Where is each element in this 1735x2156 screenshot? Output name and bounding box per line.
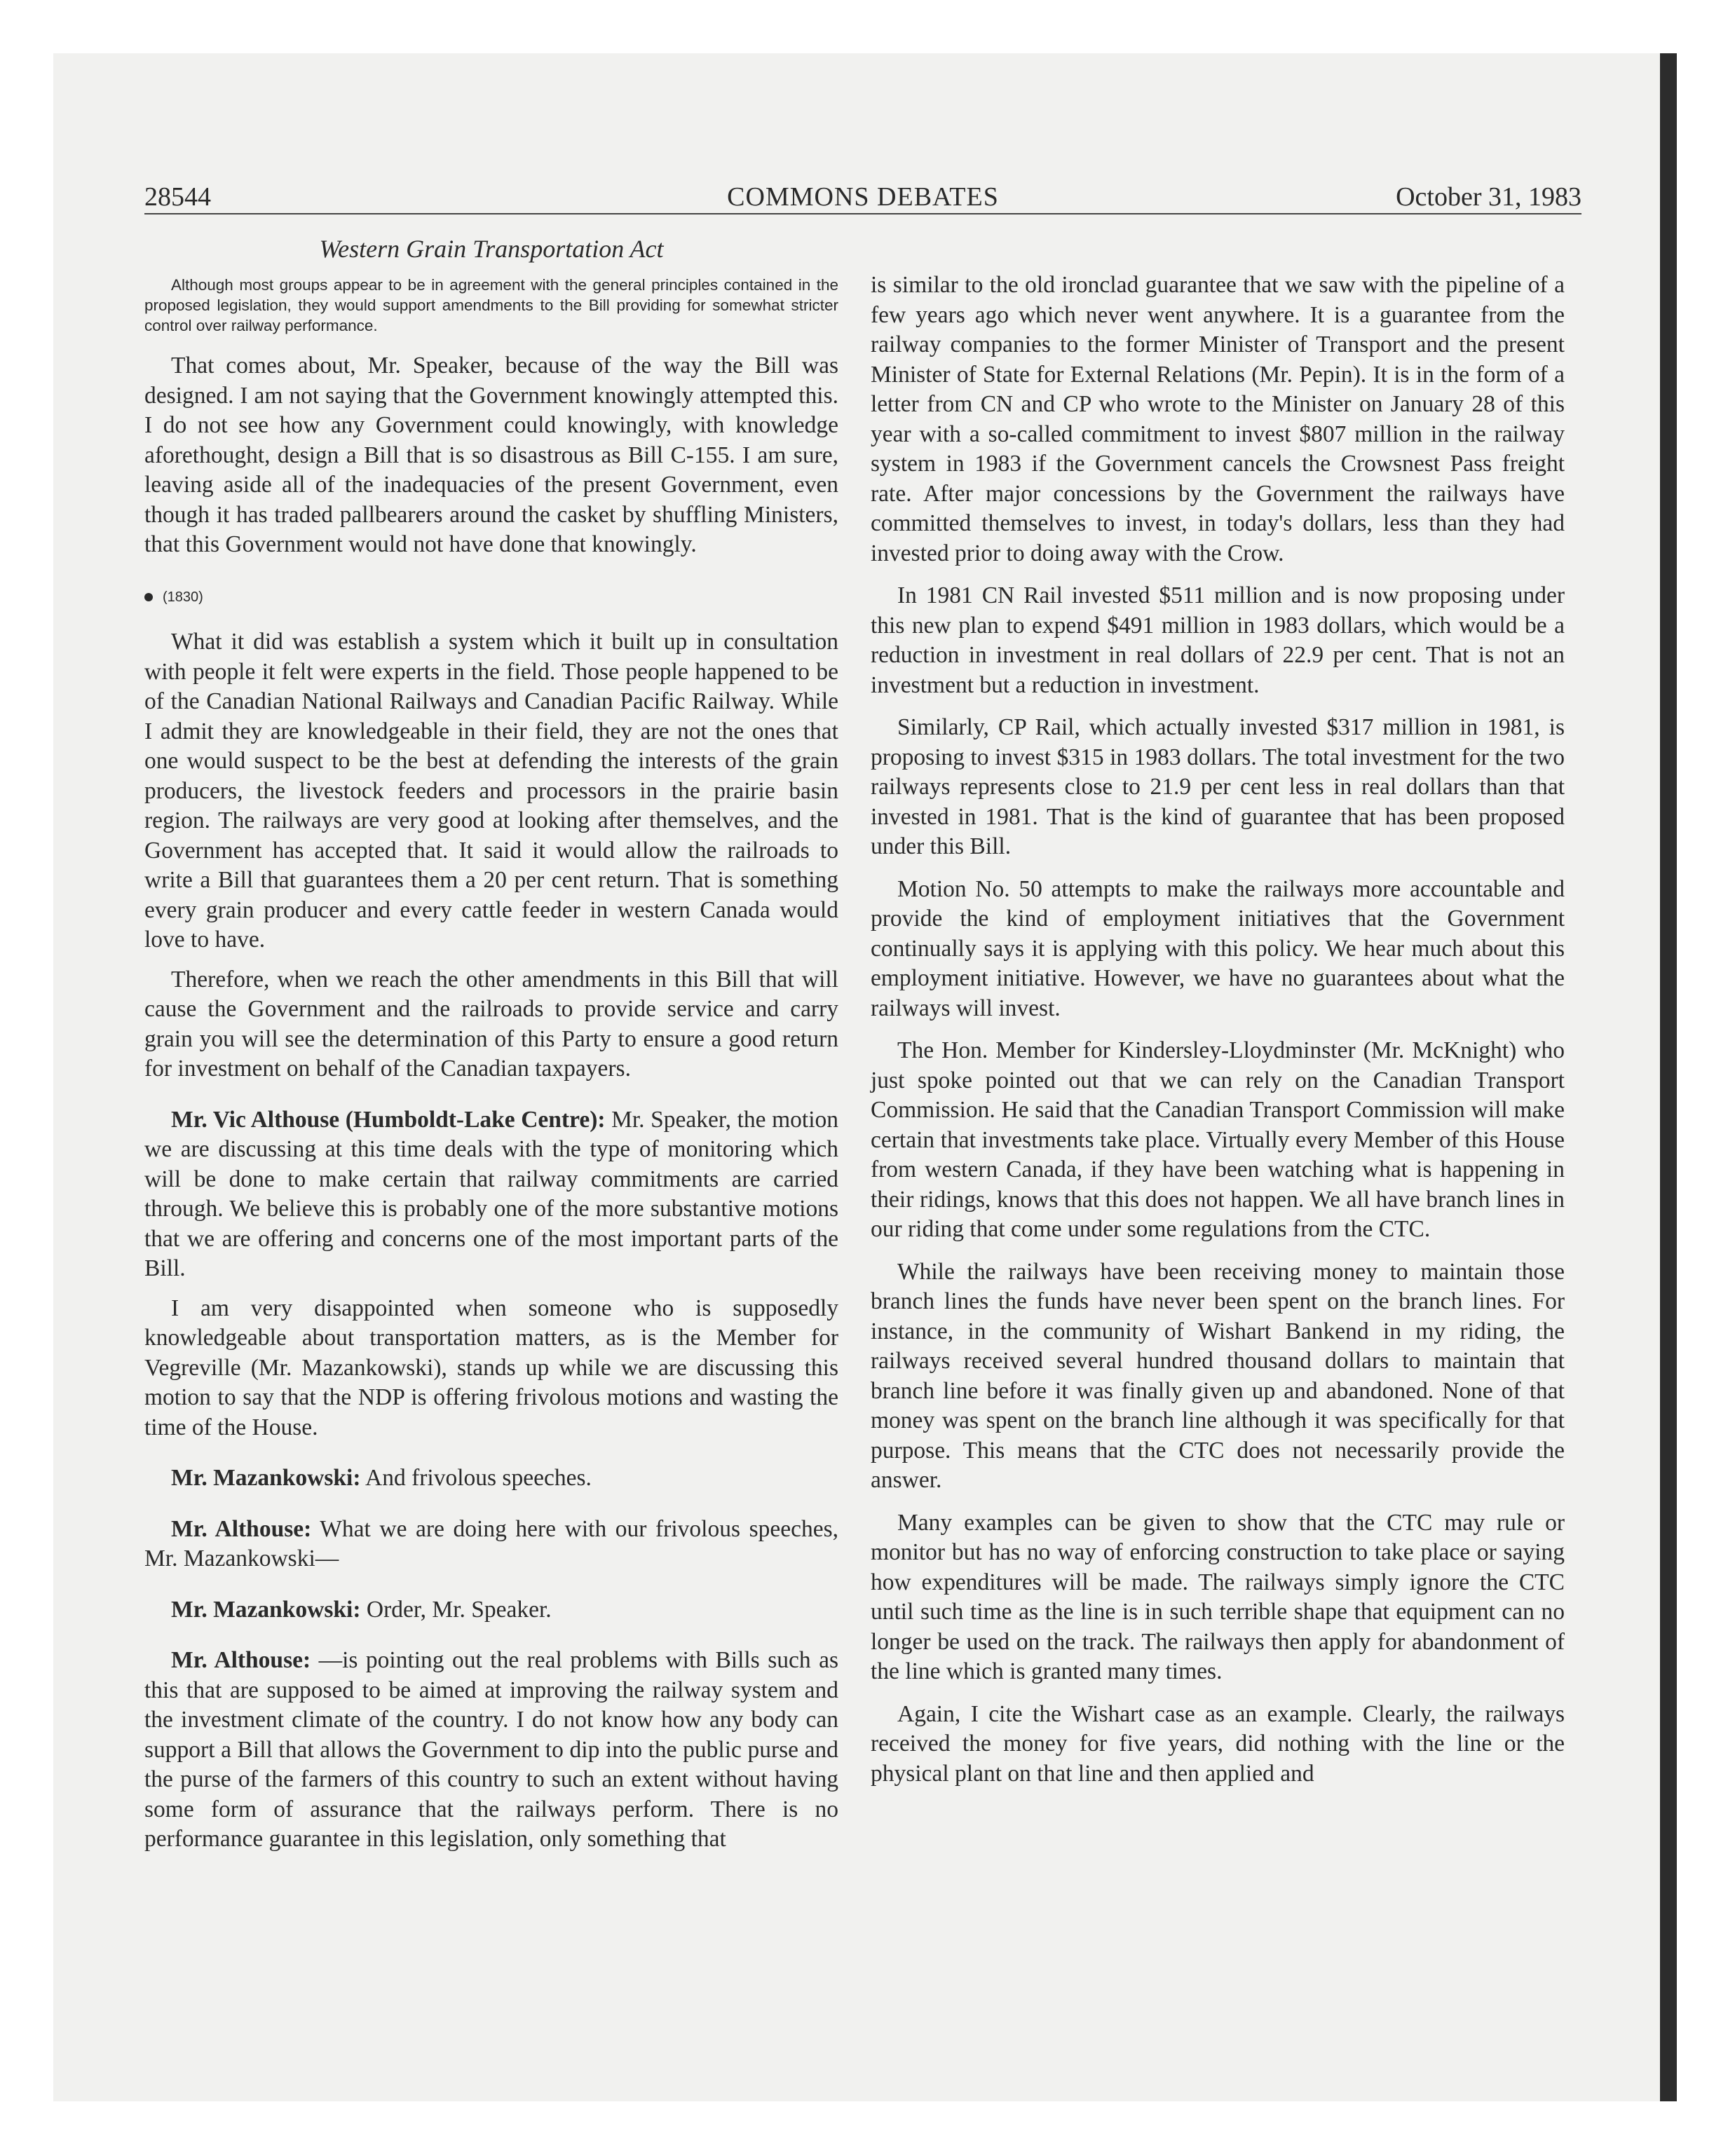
paragraph: I am very disappointed when someone who is supposedly knowledgeable about transportation matters, as is the Member for Vegreville (Mr. Mazankowski), stands up while we are discussing this motion to say that the NDP is offering frivolous motions and wasting the time of the House.	[144, 1295, 838, 1440]
publication-title: COMMONS DEBATES	[727, 182, 999, 212]
section-summary: Although most groups appear to be in agreement with the general principles contained in the proposed legislation, they would support amendments to the Bill providing for somewhat stricter control over railway performance.	[144, 276, 838, 334]
right-column	[871, 271, 1565, 2009]
speaker-name: Mr. Althouse:	[171, 1515, 312, 1542]
paragraph: is similar to the old ironclad guarantee that we saw with the pipeline of a few years ago which never went anywhere. It is a guarantee from the railway companies to the former Minister of Transport and the present Minister of State for External Relations (Mr. Pepin). It is in the form of a letter from CN and CP who wrote to the Minister on January 28 of this year with a so-called commitment to invest $807 million in the railway system in 1983 if the Government cancels the Crowsnest Pass freight rate. After major concessions by the Government the railways have committed themselves to invest, in today's dollars, less than they had invested prior to doing away with the Crow.	[871, 272, 1565, 566]
paragraph: The Hon. Member for Kindersley-Lloydminster (Mr. McKnight) who just spoke pointed out that we can rely on the Canadian Transport Commission. He said that the Canadian Transport Commission will make certain that investments take place. Virtually every Member of this House from western Canada, if they have been watching what is happening in their ridings, knows that this does not happen. We all have branch lines in our riding that come under some regulations from the CTC.	[871, 1037, 1565, 1242]
page-date: October 31, 1983	[1396, 182, 1581, 212]
paragraph: In 1981 CN Rail invested $511 million and is now proposing under this new plan to expend $491 million in 1983 dollars, which would be a reduction in investment in real dollars of 22.9 per cent. That is not an investment but a reduction in investment.	[871, 582, 1565, 698]
speech-text: What we are doing here with our frivolous speeches, Mr. Mazankowski—	[144, 1515, 838, 1571]
binding-edge	[1660, 53, 1677, 2101]
speech-text: Mr. Speaker, the motion we are discussing at this time deals with the type of monitoring which will be done to make certain that railway commitments are carried through. We believe this is probably one of the more substantive motions that we are offering and concerns one of the most important parts of the Bill.	[144, 1106, 838, 1281]
paragraph: Motion No. 50 attempts to make the railways more accountable and provide the kind of employment initiatives that the Government continually says it is applying with this policy. We hear much about this employment initiative. However, we have no guarantees about what the railways will invest.	[871, 875, 1565, 1021]
paragraph: That comes about, Mr. Speaker, because of the way the Bill was designed. I am not saying that the Government knowingly attempted this. I do not see how any Government could knowingly, with knowledge aforethought, design a Bill that is so disastrous as Bill C-155. I am sure, leaving aside all of the inadequacies of the present Government, even though it has traded pallbearers around the casket by shuffling Ministers, that this Government would not have done that knowingly.	[144, 353, 838, 557]
speech-paragraph	[144, 1105, 838, 1284]
time-marker	[144, 582, 838, 613]
speech-paragraph	[144, 1515, 838, 1574]
paragraph: While the railways have been receiving money to maintain those branch lines the funds have never been spent on the branch lines. For instance, in the community of Wishart Bankend in my riding, the railways received several hundred thousand dollars to maintain that branch line before it was finally given up and abandoned. None of that money was spent on the branch line although it was specifically for that purpose. This means that the CTC does not necessarily provide the answer.	[871, 1258, 1565, 1493]
paragraph: Similarly, CP Rail, which actually invested $317 million in 1981, is proposing to invest $315 in 1983 dollars. The total investment for the two railways represents close to 21.9 per cent less in real dollars than that invested in 1981. That is the kind of guarantee that has been proposed under this Bill.	[871, 714, 1565, 859]
speech-paragraph	[144, 1595, 838, 1625]
paragraph: Therefore, when we reach the other amendments in this Bill that will cause the Government and the railroads to provide service and carry grain you will see the determination of this Party to ensure a good return for investment on behalf of the Canadian taxpayers.	[144, 966, 838, 1082]
left-column	[144, 233, 838, 1971]
speech-text: Order, Mr. Speaker.	[360, 1596, 552, 1623]
speaker-name: Mr. Vic Althouse (Humboldt-Lake Centre):	[171, 1106, 606, 1133]
speech-paragraph	[144, 1464, 838, 1494]
speech-text: And frivolous speeches.	[360, 1465, 592, 1491]
speech-paragraph	[144, 1646, 838, 1855]
running-header	[144, 181, 1581, 214]
section-title: Western Grain Transportation Act	[319, 235, 664, 263]
speaker-name: Mr. Mazankowski:	[171, 1596, 361, 1623]
paragraph: What it did was establish a system which it built up in consultation with people it felt were experts in the field. Those people happened to be of the Canadian National Railways and Canadian Pacific Railway. While I admit they are knowledgeable in their field, they are not the ones that one would suspect to be the best at defending the interests of the grain producers, the livestock feeders and processors in the prairie basin region. The railways are very good at looking after themselves, and the Government has accepted that. It said it would allow the railroads to write a Bill that guarantees them a 20 per cent return. That is something every grain producer and every cattle feeder in western Canada would love to have.	[144, 629, 838, 953]
paragraph: Many examples can be given to show that the CTC may rule or monitor but has no way of enforcing construction to take place or saying how expenditures will be made. The railways simply ignore the CTC until such time as the line is in such terrible shape that equipment can no longer be used on the track. The railways then apply for abandonment of the line which is granted many times.	[871, 1509, 1565, 1684]
speech-text: —is pointing out the real problems with Bills such as this that are supposed to be aimed at improving the railway system and the investment climate of the country. I do not know how any body can support a Bill that allows the Government to dip into the public purse and the purse of the farmers of this country to such an extent without having some form of assurance that the railways perform. There is no performance guarantee in this legislation, only something that	[144, 1647, 838, 1852]
bullet-icon	[144, 593, 153, 601]
page-number: 28544	[144, 182, 211, 212]
time-marker-label: (1830)	[163, 589, 203, 605]
speaker-name: Mr. Mazankowski:	[171, 1465, 361, 1491]
speaker-name: Mr. Althouse:	[171, 1647, 311, 1673]
paragraph: Again, I cite the Wishart case as an example. Clearly, the railways received the money for five years, did nothing with the line or the physical plant on that line and then applied and	[871, 1700, 1565, 1787]
